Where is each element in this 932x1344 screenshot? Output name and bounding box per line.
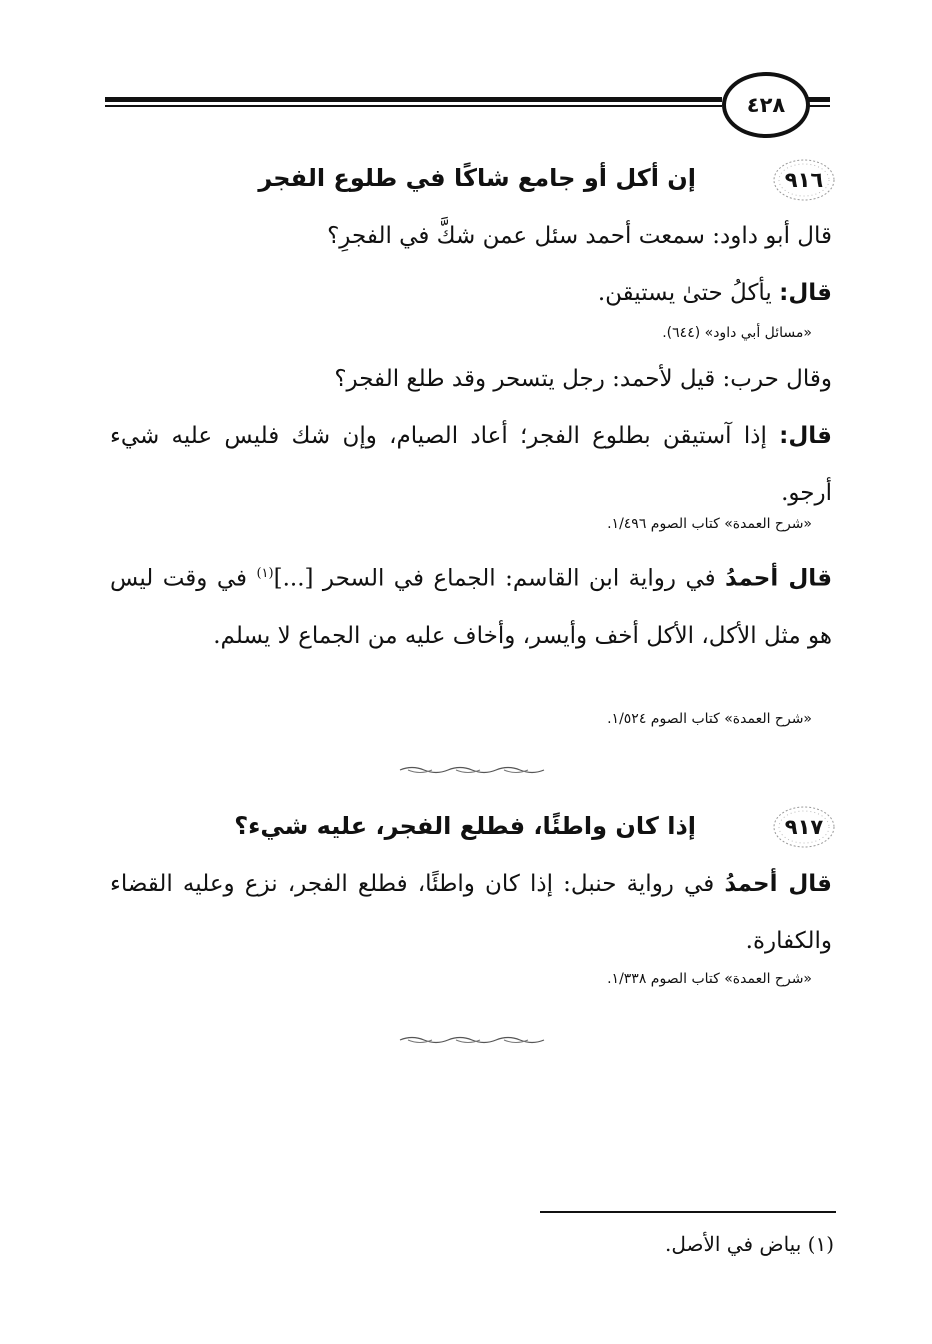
paragraph-text: إذا آستيقن بطلوع الفجر؛ أعاد الصيام، وإن شك فليس عليه شيء أرجو.	[110, 423, 832, 506]
header-rule	[105, 97, 722, 102]
paragraph-text: في رواية حنبل: إذا كان واطئًا، فطلع الفجر، نزع وعليه القضاء والكفارة.	[110, 871, 832, 954]
paragraph-text: في وقت ليس هو مثل الأكل، الأكل أخف وأيسر، وأخاف عليه من الجماع لا يسلم.	[110, 565, 832, 649]
section-number: ٩١٧	[784, 815, 824, 839]
source-citation: «مسائل أبي داود» (٦٤٤).	[662, 325, 812, 341]
section-number: ٩١٦	[784, 168, 824, 192]
footnote: (١) بياض في الأصل.	[665, 1232, 834, 1256]
section-number-badge	[772, 158, 836, 202]
speaker-label: قال:	[779, 423, 832, 449]
speaker-label: قال أحمدُ	[725, 565, 832, 592]
paragraph-text: وقال حرب: قيل لأحمد: رجل يتسحر وقد طلع الفجر؟	[334, 366, 832, 392]
paragraph	[110, 351, 832, 522]
paragraph	[110, 545, 832, 665]
paragraph	[110, 856, 832, 970]
paragraph	[110, 208, 832, 322]
section-divider-ornament-icon	[398, 765, 554, 775]
header-rule-right	[808, 97, 830, 102]
footnote-separator	[540, 1211, 836, 1213]
paragraph-text: قال أبو داود: سمعت أحمد سئل عمن شكَّ في الفجرِ؟	[327, 223, 832, 249]
section-divider-ornament-icon	[398, 1035, 554, 1045]
paragraph-text: في رواية ابن القاسم: الجماع في السحر [...]	[273, 565, 726, 592]
section-number-badge	[772, 805, 836, 849]
page-number	[722, 72, 810, 138]
source-citation: «شرح العمدة» كتاب الصوم ١/٥٢٤.	[607, 711, 812, 727]
header-rule-thin	[105, 105, 722, 107]
footnote-ref: (١)	[256, 566, 274, 581]
section-title: إذا كان واطئًا، فطلع الفجر، عليه شيء؟	[234, 812, 696, 840]
speaker-label: قال:	[779, 280, 832, 306]
page-number-text: ٤٢٨	[746, 93, 786, 117]
source-citation: «شرح العمدة» كتاب الصوم ١/٣٣٨.	[607, 971, 812, 987]
header-rule-right-thin	[808, 105, 830, 107]
paragraph-text: يأكلُ حتىٰ يستيقن.	[597, 280, 780, 306]
section-title: إن أكل أو جامع شاكًا في طلوع الفجر	[258, 164, 696, 192]
speaker-label: قال أحمدُ	[724, 871, 832, 897]
source-citation: «شرح العمدة» كتاب الصوم ١/٤٩٦.	[607, 516, 812, 532]
